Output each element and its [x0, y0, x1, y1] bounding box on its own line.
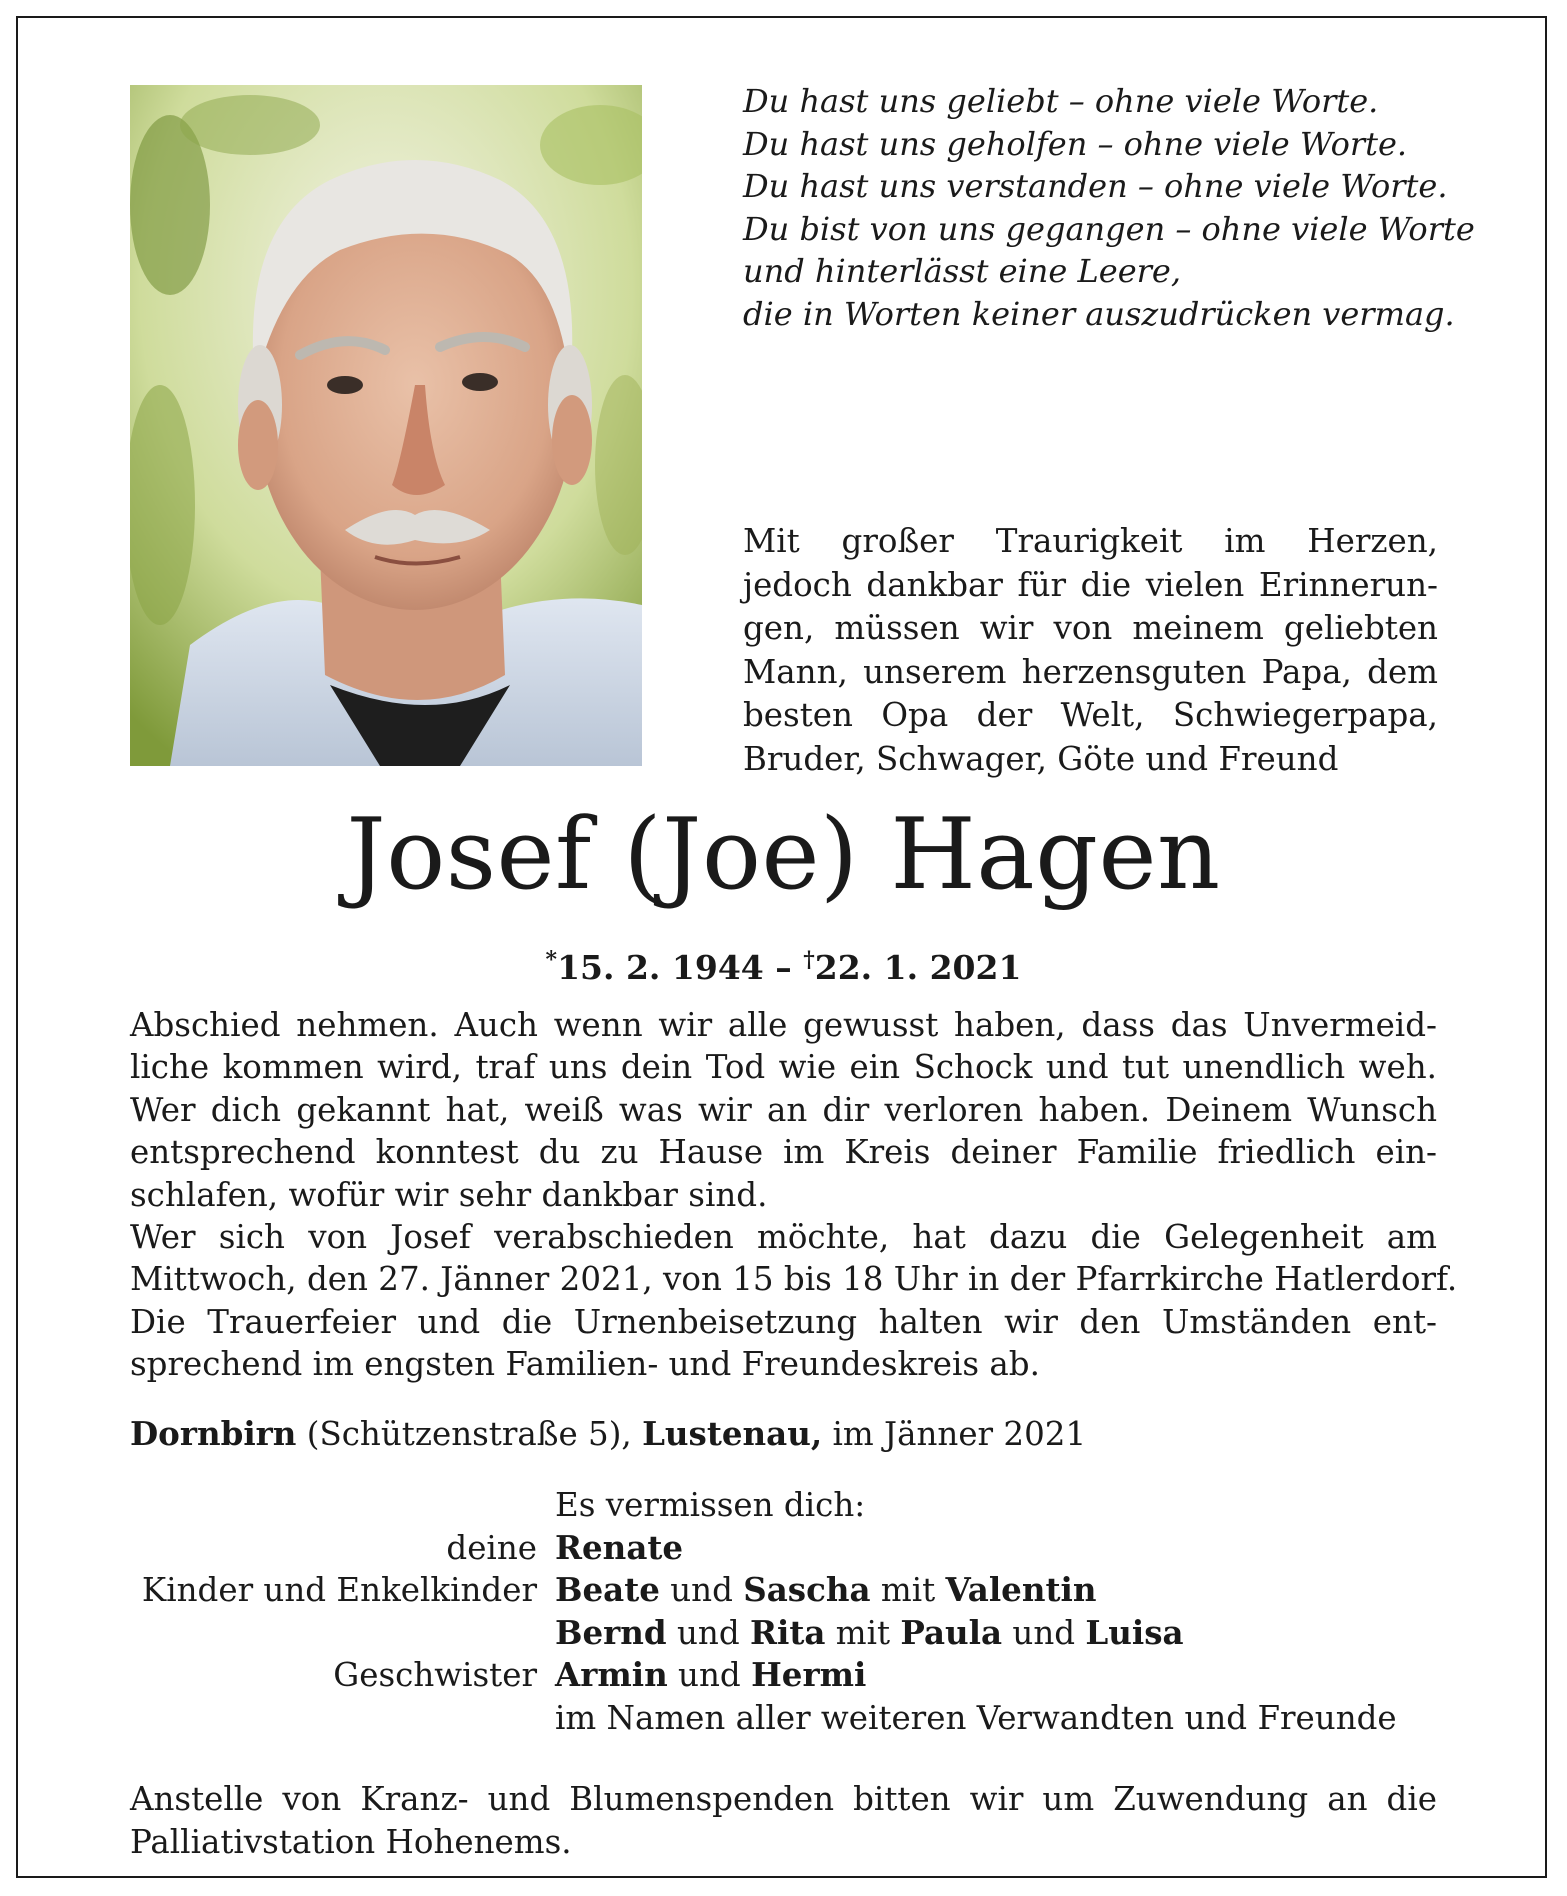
child-name: Bernd	[555, 1612, 667, 1652]
conjunction: mit	[880, 1571, 936, 1609]
portrait-photo	[130, 85, 642, 766]
body-line: entsprechend konntest du zu Hause im Kreis deiner Familie friedlich ein-	[130, 1133, 1437, 1172]
intro-line: Mit großer Traurigkeit im Herzen,	[743, 522, 1438, 560]
conjunction: und	[1012, 1613, 1076, 1652]
birth-date: 15. 2. 1944	[557, 948, 764, 987]
sibling-name: Armin	[555, 1655, 668, 1694]
death-mark: †	[803, 947, 815, 973]
conjunction: und	[670, 1571, 733, 1609]
city-lustenau: Lustenau,	[642, 1414, 823, 1453]
body-line: Wer sich von Josef verabschieden möchte, hat dazu die Gelegenheit am	[130, 1217, 1437, 1256]
partner-name: Sascha	[743, 1570, 871, 1609]
intro-line: besten Opa der Welt, Schwiegerpapa,	[743, 696, 1438, 734]
poem	[743, 80, 1475, 335]
month-year: im Jänner 2021	[822, 1415, 1087, 1453]
body-line: Mittwoch, den 27. Jänner 2021, von 15 bis 18 Uhr in der Pfarrkirche Hatlerdorf.	[130, 1260, 1458, 1299]
poem-line: Du hast uns geholfen – ohne viele Worte.	[743, 124, 1408, 163]
donation-line: Anstelle von Kranz- und Blumenspenden bitten wir um Zuwendung an die	[130, 1780, 1437, 1818]
donation-note	[130, 1778, 1437, 1863]
poem-line: Du hast uns geliebt – ohne viele Worte.	[743, 82, 1379, 120]
death-date: 22. 1. 2021	[814, 948, 1022, 987]
date-separator: –	[763, 948, 804, 987]
partner-name: Rita	[749, 1612, 826, 1652]
label-siblings: Geschwister	[333, 1656, 537, 1694]
poem-line: die in Worten keiner auszudrücken vermag.	[743, 294, 1455, 333]
body-line: Abschied nehmen. Auch wenn wir alle gewusst haben, dass das Unvermeid-	[130, 1006, 1437, 1044]
body-line: liche kommen wird, traf uns dein Tod wie ein Schock und tut unendlich weh.	[130, 1048, 1437, 1087]
wife-name: Renate	[555, 1527, 684, 1567]
donation-line: Palliativstation Hohenems.	[130, 1822, 572, 1861]
intro-text	[743, 520, 1438, 781]
body-line: Die Trauerfeier und die Urnenbeisetzung halten wir den Umständen ent-	[130, 1302, 1437, 1341]
deceased-name: Josef (Joe) Hagen	[346, 798, 1221, 912]
child-name: Beate	[555, 1570, 660, 1609]
conjunction: und	[676, 1613, 740, 1652]
city-dornbirn: Dornbirn	[130, 1414, 297, 1453]
intro-line: Bruder, Schwager, Göte und Freund	[743, 739, 1339, 778]
body-line: sprechend im engsten Familien- und Freundeskreis ab.	[130, 1345, 1040, 1384]
poem-line: Du hast uns verstanden – ohne viele Worte.	[743, 167, 1448, 205]
mourners-list	[130, 1484, 1440, 1739]
conjunction: mit	[835, 1613, 891, 1652]
label-wife: deine	[446, 1528, 537, 1567]
life-dates	[0, 938, 1567, 990]
intro-line: Mann, unserem herzensguten Papa, dem	[743, 652, 1438, 691]
body-line: schlafen, wofür wir sehr dankbar sind.	[130, 1175, 768, 1214]
grandchild-name: Valentin	[945, 1570, 1097, 1609]
conjunction: und	[678, 1656, 741, 1694]
grandchild-name: Luisa	[1085, 1612, 1184, 1652]
label-children: Kinder und Enkelkinder	[141, 1571, 537, 1609]
address: (Schützenstraße 5),	[296, 1415, 643, 1453]
grandchild-name: Paula	[900, 1612, 1003, 1652]
sibling-name: Hermi	[751, 1655, 867, 1694]
poem-line: Du bist von uns gegangen – ohne viele Worte	[743, 209, 1475, 248]
body-text	[130, 1004, 1458, 1386]
birth-mark: *	[545, 947, 558, 973]
body-line: Wer dich gekannt hat, weiß was wir an dir verloren haben. Deinem Wunsch	[130, 1090, 1437, 1129]
intro-line: jedoch dankbar für die vielen Erinnerun-	[743, 565, 1438, 604]
poem-line: und hinterlässt eine Leere,	[743, 252, 1182, 290]
intro-line: gen, müssen wir von meinem geliebten	[743, 609, 1438, 647]
others-note: im Namen aller weiteren Verwandten und Freunde	[555, 1698, 1397, 1737]
mourners-heading: Es vermissen dich:	[555, 1486, 866, 1524]
place-and-date	[130, 1412, 1430, 1456]
